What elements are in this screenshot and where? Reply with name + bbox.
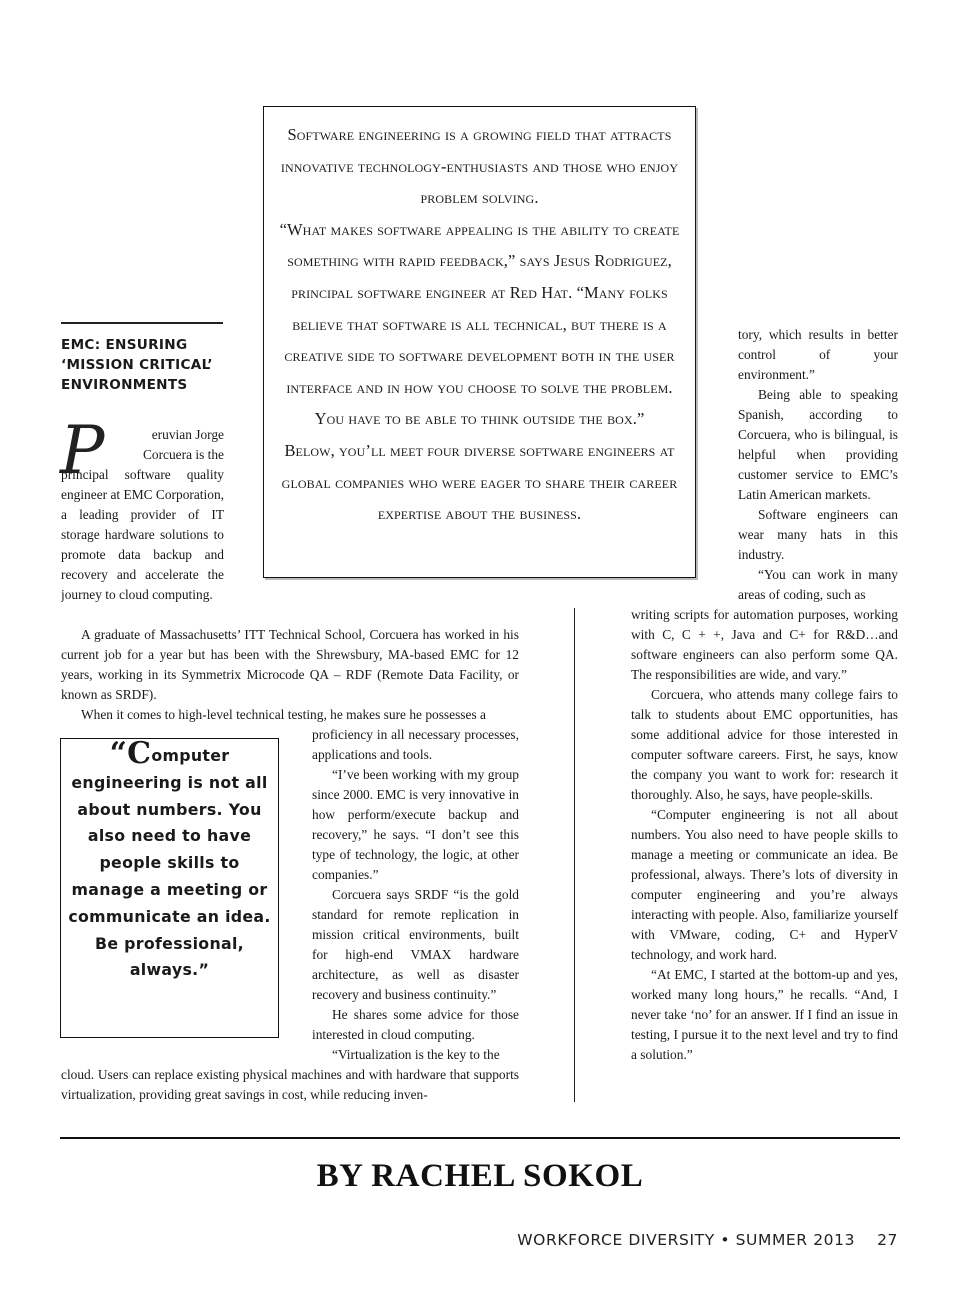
body-paragraph: writing scripts for automation purposes, working with C, C + +, Java and C+ for R&D…and software engineers can also perform some QA. The responsibilities are wide, and vary.” <box>631 607 898 682</box>
body-column-right-bottom <box>631 605 898 1065</box>
page-number: 27 <box>877 1231 898 1249</box>
page-footer <box>420 1231 898 1249</box>
intro-box <box>263 106 696 578</box>
body-paragraph: Being able to speaking Spanish, according to Corcuera, who is bilingual, is helpful when providing customer service to EMC’s Latin American markets. <box>738 387 898 502</box>
pull-quote-text: omputer engineering is not all about numbers. You also need to have people skills to manage a meeting or communicate an idea. Be professional, always.” <box>68 746 271 980</box>
column-divider <box>574 608 575 1102</box>
pull-quote-open: “C <box>109 736 152 771</box>
body-column-left-wide <box>61 625 519 725</box>
lead-paragraph-continuation: principal software quality engineer at EMC Corporation, a leading provider of IT storage hardware solutions to promote data backup and recovery and accelerate the journey to cloud computing. <box>61 467 224 602</box>
body-paragraph: “Virtualization is the key to the <box>332 1047 500 1062</box>
bottom-rule <box>60 1137 900 1139</box>
body-paragraph: A graduate of Massachusetts’ ITT Technical School, Corcuera has worked in his current job for a year but has been with the Shrewsbury, MA-based EMC for 12 years, working in its Symmetrix Microcode QA – RDF (Remote Data Facility, or known as SRDF). <box>61 627 519 702</box>
body-paragraph: proficiency in all necessary processes, applications and tools. <box>312 727 519 762</box>
intro-paragraph: Below, you’ll meet four diverse software engineers at global companies who were eager to share their career expertise about the business. <box>281 440 678 524</box>
body-paragraph: He shares some advice for those interested in cloud computing. <box>312 1007 519 1042</box>
body-column-middle <box>312 725 519 1065</box>
body-column-bottom <box>61 1065 519 1105</box>
body-paragraph: tory, which results in better control of your environment.” <box>738 327 898 382</box>
lead-paragraph: eruvian Jorge Corcuera is the <box>142 427 224 462</box>
body-paragraph: “I’ve been working with my group since 2000. EMC is very innovative in how perform/execute backup and recovery,” he says. “I don’t see this type of technology, the logic, at other companies.” <box>312 767 519 882</box>
lead-text-continuation <box>61 465 224 625</box>
body-paragraph: Corcuera, who attends many college fairs to talk to students about EMC opportunities, has some additional advice for those interested in computer software careers. First, he says, know the company you want to work for: research it thoroughly. Also, he says, have people-skills. <box>631 687 898 802</box>
body-paragraph: “At EMC, I started at the bottom-up and yes, worked many long hours,” he recalls. “And, I never take ‘no’ for an answer. If I find an issue in testing, I pursue it to the next level and try to find a solution.” <box>631 967 898 1062</box>
body-column-right-top <box>738 325 898 605</box>
publication-info: WORKFORCE DIVERSITY • SUMMER 2013 <box>517 1231 856 1249</box>
body-paragraph: “You can work in many areas of coding, such as <box>738 567 898 602</box>
pull-quote <box>60 738 279 1038</box>
section-heading: EMC: ENSURING ‘MISSION CRITICAL’ ENVIRONMENTS <box>61 337 213 393</box>
body-paragraph: Software engineers can wear many hats in this industry. <box>738 507 898 562</box>
body-paragraph: When it comes to high-level technical testing, he makes sure he possesses a <box>81 707 486 722</box>
sidebar-rule <box>61 322 223 324</box>
body-paragraph: “Computer engineering is not all about numbers. You also need to have people skills to manage a meeting or communicate an idea. Be professional, always. There’s lots of diversity in computer engineering and you’re always interacting with people. Also, familiarize yourself with VMware, coding, C+ and HyperV technology, and work hard. <box>631 807 898 962</box>
body-paragraph: cloud. Users can replace existing physical machines and with hardware that supports virtualization, providing great savings in cost, while reducing inven- <box>61 1067 519 1102</box>
body-paragraph: Corcuera says SRDF “is the gold standard for remote replication in mission critical environments, built for high-end VMAX hardware architecture, as well as disaster recovery and business continuity.” <box>312 887 519 1002</box>
byline: BY RACHEL SOKOL <box>316 1158 644 1194</box>
drop-cap: P <box>60 412 105 489</box>
intro-paragraph: “What makes software appealing is the ability to create something with rapid feedback,” says Jesus Rodriguez, principal software engineer at Red Hat. “Many folks believe that software is all technical, but there is a creative side to software development both in the user interface and in how you choose to solve the problem. You have to be able to think outside the box.” <box>279 219 680 429</box>
intro-paragraph: Software engineering is a growing field that attracts innovative technology-enthusiasts and those who enjoy problem solving. <box>280 125 679 208</box>
